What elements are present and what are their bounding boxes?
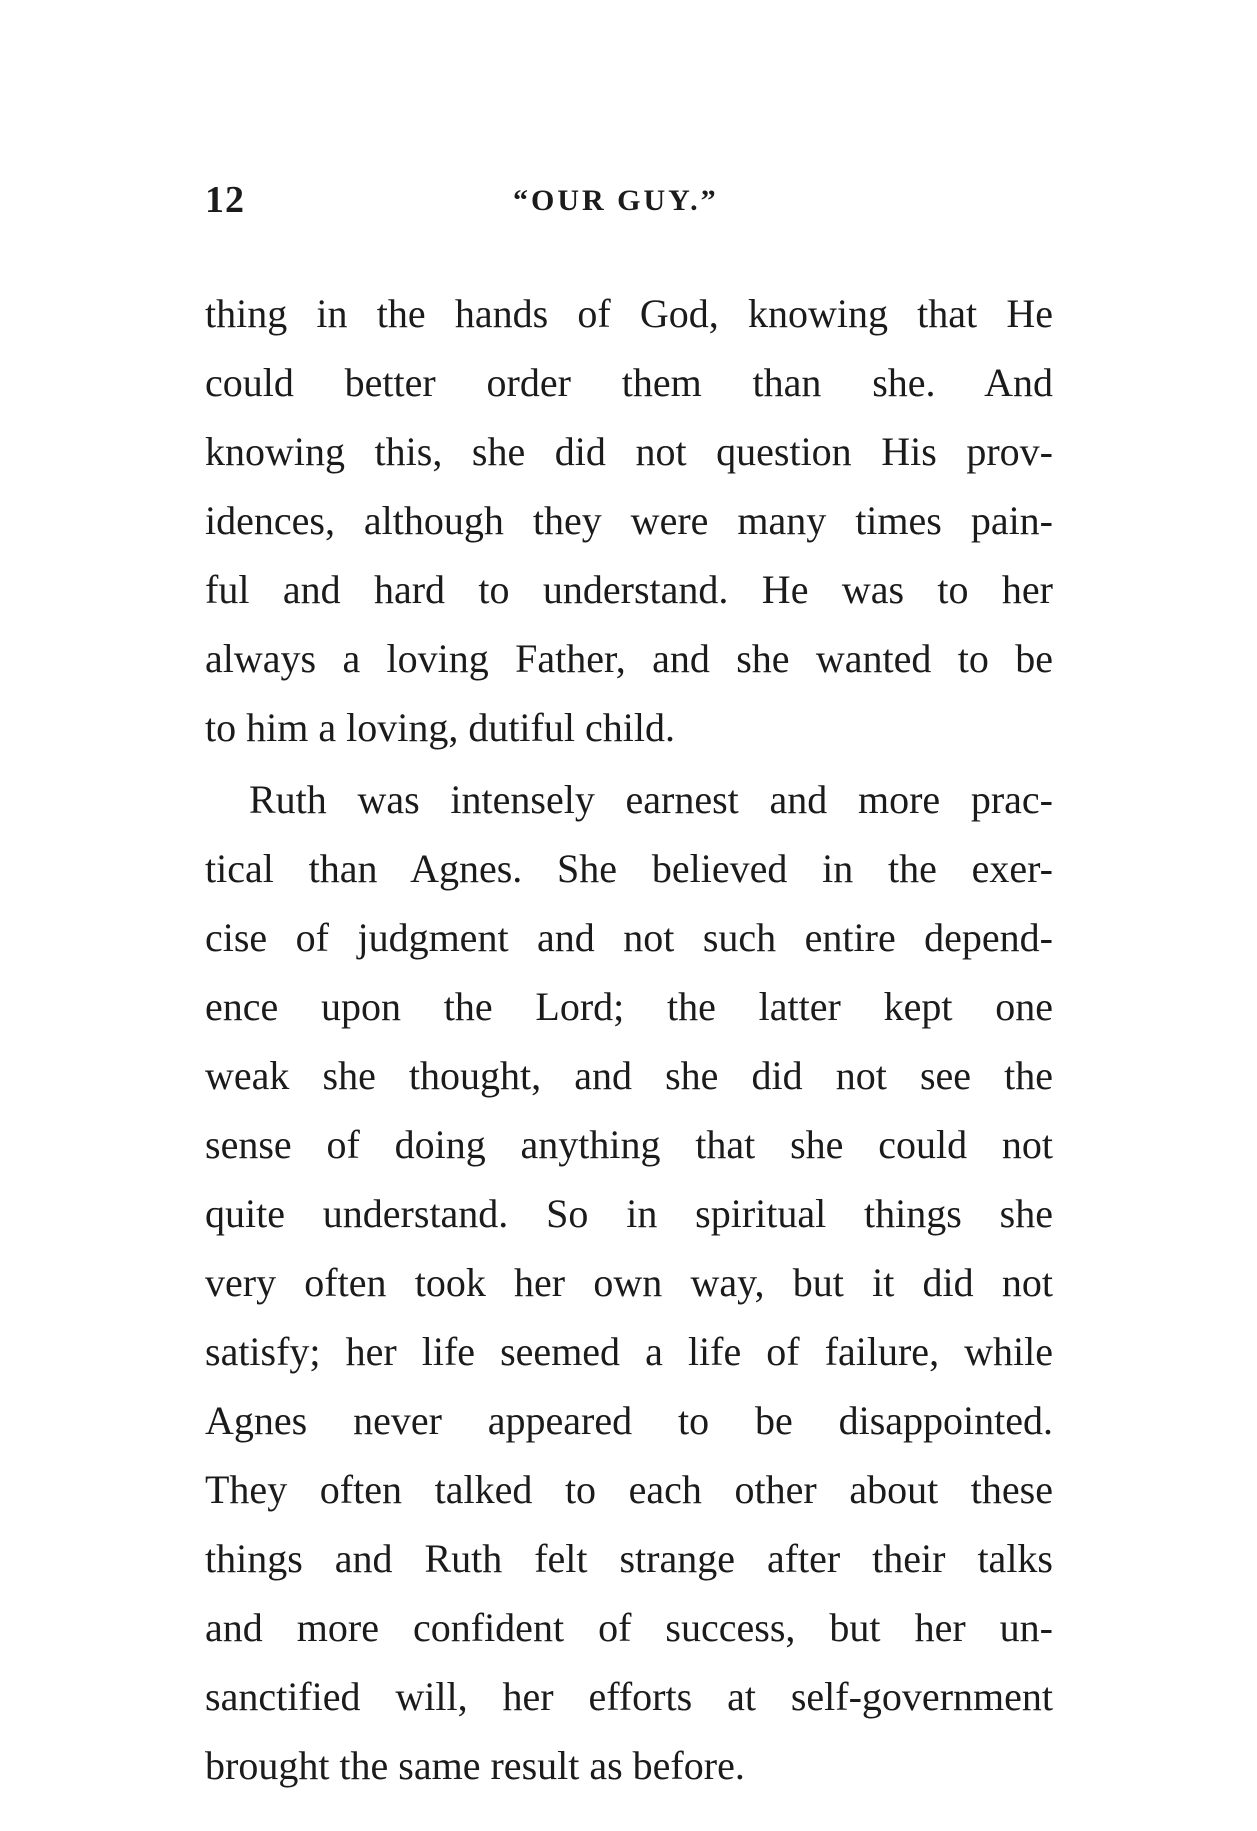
text-line: and more confident of success, but her un-: [205, 1605, 1053, 1650]
text-line: Ruth was intensely earnest and more prac-: [249, 777, 1053, 822]
text-line: to him a loving, dutiful child.: [205, 705, 675, 750]
text-line: idences, although they were many times pain-: [205, 498, 1053, 543]
text-line: things and Ruth felt strange after their talks: [205, 1536, 1053, 1581]
text-line: ful and hard to understand. He was to her: [205, 567, 1053, 612]
body-text: [205, 279, 1053, 1800]
text-line: sense of doing anything that she could not: [205, 1122, 1053, 1167]
text-line: satisfy; her life seemed a life of failure, while: [205, 1329, 1053, 1374]
text-line: quite understand. So in spiritual things she: [205, 1191, 1053, 1236]
text-line: They often talked to each other about these: [205, 1467, 1053, 1512]
text-line: cise of judgment and not such entire depend-: [205, 915, 1053, 960]
running-title: “OUR GUY.”: [513, 184, 719, 217]
text-line: could better order them than she. And: [205, 360, 1053, 405]
text-line: knowing this, she did not question His prov-: [205, 429, 1053, 474]
text-line: always a loving Father, and she wanted to be: [205, 636, 1053, 681]
text-line: tical than Agnes. She believed in the exer-: [205, 846, 1053, 891]
page-number: 12: [205, 179, 245, 221]
text-line: sanctified will, her efforts at self-government: [205, 1674, 1053, 1719]
text-line: very often took her own way, but it did not: [205, 1260, 1053, 1305]
text-line: ence upon the Lord; the latter kept one: [205, 984, 1053, 1029]
text-line: brought the same result as before.: [205, 1743, 745, 1788]
text-line: Agnes never appeared to be disappointed.: [205, 1398, 1053, 1443]
running-head: [205, 178, 1055, 226]
paragraph-2: [205, 765, 1053, 1800]
paragraph-1: [205, 279, 1053, 762]
text-line: weak she thought, and she did not see the: [205, 1053, 1053, 1098]
text-line: thing in the hands of God, knowing that He: [205, 291, 1053, 336]
